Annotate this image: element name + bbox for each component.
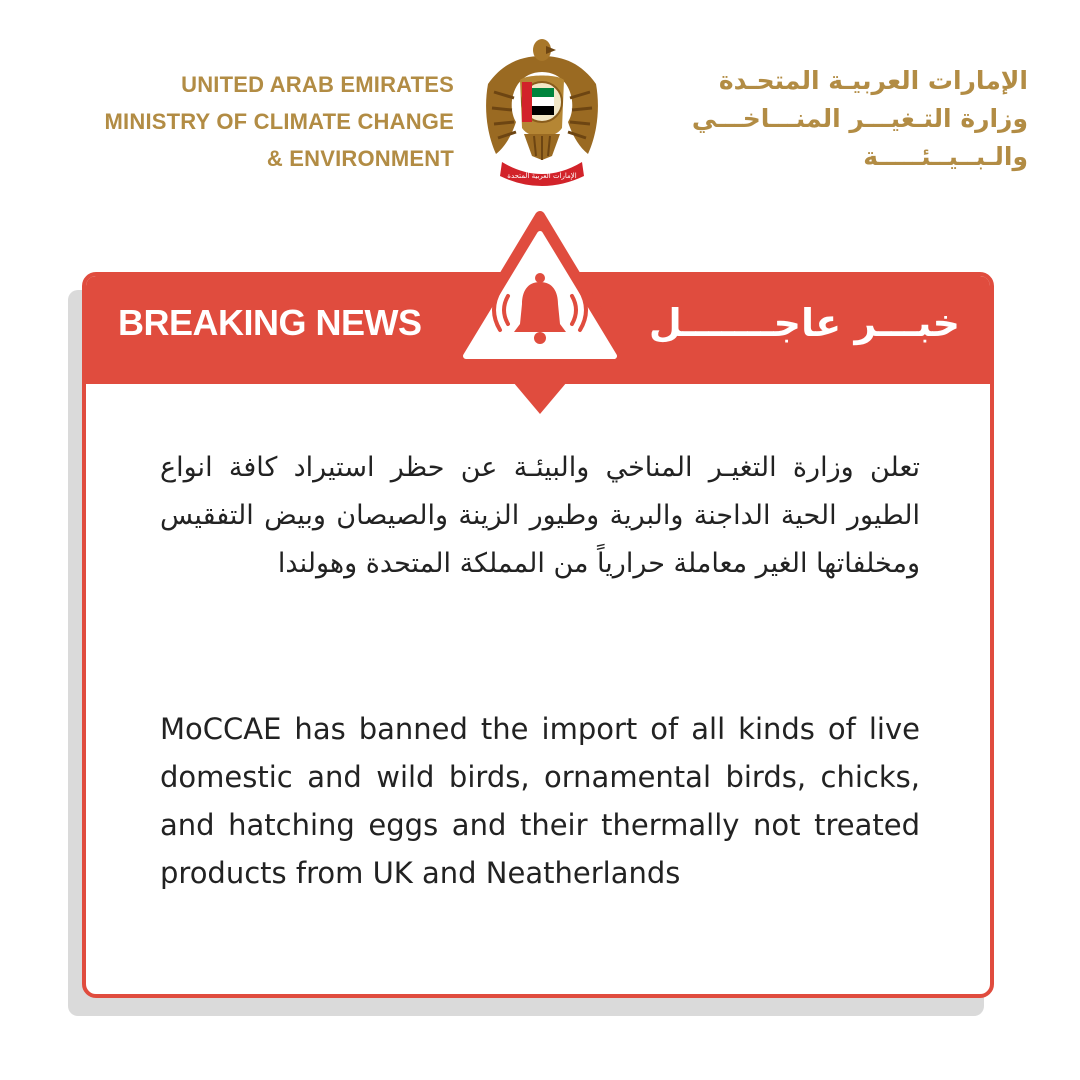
- breaking-news-title-en: BREAKING NEWS: [118, 302, 422, 343]
- uae-falcon-emblem-icon: [480, 36, 604, 188]
- org-line: الإمارات العربيـة المتحـدة: [718, 66, 1028, 95]
- org-line: وزارة التـغيـــر المنـــاخـــي: [691, 104, 1028, 133]
- ministry-name-en: [40, 66, 454, 177]
- emblem-text: الإمارات العربية المتحدة: [507, 172, 577, 180]
- header: [0, 0, 1080, 200]
- ministry-name-ar: [628, 62, 1028, 176]
- org-line: والـبــيــئـــــة: [863, 142, 1028, 171]
- org-line: UNITED ARAB EMIRATES: [181, 72, 454, 97]
- announcement-text-en: MoCCAE has banned the import of all kinds of live domestic and wild birds, ornamental birds, chicks, and hatching eggs and their thermally not treated products from UK and Neatherlands: [160, 712, 920, 890]
- org-line: & ENVIRONMENT: [266, 146, 454, 171]
- announcement-text-ar: تعلن وزارة التغيـر المناخي والبيئـة عن حظر استيراد كافة انواع الطيور الحية الداجنة والبرية وطيور الزينة والصيصان وبيض التفقيس ومخلفاتها الغير معاملة حرارياً من المملكة المتحدة وهولندا: [160, 452, 920, 579]
- org-line: MINISTRY OF CLIMATE CHANGE: [104, 109, 454, 134]
- breaking-news-title-ar: خبـــر عاجـــــــل: [648, 301, 960, 345]
